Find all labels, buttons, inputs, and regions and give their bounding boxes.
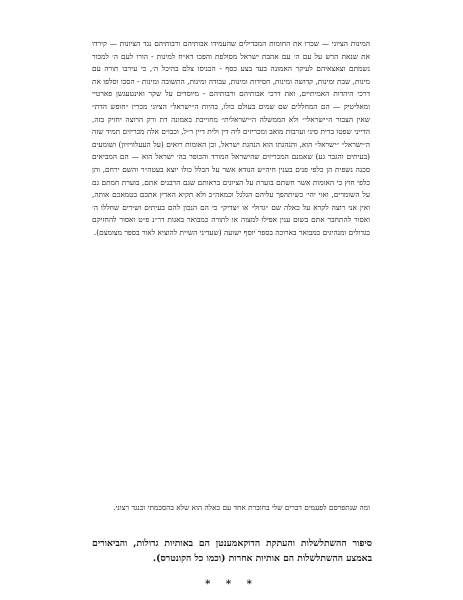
bold-notice: סיפור ההשתלשלות והעתקת הדוקאמענטן הם באותיות גדולות, והביאורים באמצע ההשתלשלות הם אותיות אחרות (וכמו כל הקונטרס). xyxy=(92,538,372,564)
body-paragraph: המינות הציוני — שכרו את החומות המבדילים שהעמידו אבותיהם ורבותיהם נגד הציונות — קירדו את שנאת הרש על עם ה׳ עם אהבת ישראל מסולפת והפכו דא״ח למינות - הורו לעם ה׳ למכור נשמתם וצאצאיהם לעיקר האמונה בעד בצע כסף - הכניסו צלם בהיכל ה׳, כי עירבו תורה עם מינות, שבת ומינות, קדושה ומינות, חסידות ומינות, עבודה ומינות, התשובה ומינות - הסכו וסלפו את דרכי היהדות האמיתיים, ואת דרכי אבותיהם ורבותיהם - מיוסדים על שקר ואינטעגשן פארטיי ומאליטיק — הם המחללים שם שמים בעולם כולו, בהיות ה״ישראל״ הציוני מכריז ״חופש הדת״ שאין הצבור ה״ישראלי״ ולא הממשלה ה״ישראלית״ מחוייבת באמונה דת ורק הרוצה יחזיק בזה, הדייני שפטו ברית סיני וערבות מואב ומכריזים ליה דין ולית דיין ר״ל, וכבוים אלה מכריזים תמיד שזה ה״ישראל״ ״ישראל״ הוא, והנהגתו הוא הנהגת ישראל, וכן האומות רואים (על העעלוויזיון) ושומעים (בעיתים והגבר גע) שאמנם המכריזים שהישראל המורד והכופר בה׳ ישראל הוא — הם המביאים סכנה נשפית הן כלפי פנים בענין חיה״ש הנודא אשר על הכלל כולו יוצא בעטה״ר והשם ירחם, והן כלפי חוץ כי האומות אשר חשתם בוערת על הציונים בראותם שגם הרבנים אתם, בוערת חמתם גם על השומרים, ואוי יהי׳ כשיתהפך עליהם הגלגל וכמאה״כ ולא תקיא הארץ אתכם בטמאכם אותה, ואין אני רוצה לקרא על כאלה שם ״גדול״ או ״צדיק״ כי הם הנכון להם בעיתים ושירים שחללו ה׳ ואסור להתחבר אתם בשום ענין אפילו למצוה או לתורה כמבואר באגות דר״נ פ״ט ואסור להחזיקם כגדולים ומנהיגים כמבואר בארוכה בספר יוסף ישועה (שעדיני השיית להוציא לאור בספר מצומצם). xyxy=(92,39,370,237)
bold-notice-block xyxy=(92,536,372,566)
closing-note-block xyxy=(92,502,370,515)
closing-note: ומה שנתפרסם לפעמים דברים שלי בחוברת אחד עם כאלה הוא שלא בהסכמתי וכנגד רצוני. xyxy=(113,503,370,512)
main-text-block xyxy=(92,38,370,240)
section-separator: * * * xyxy=(205,579,258,590)
